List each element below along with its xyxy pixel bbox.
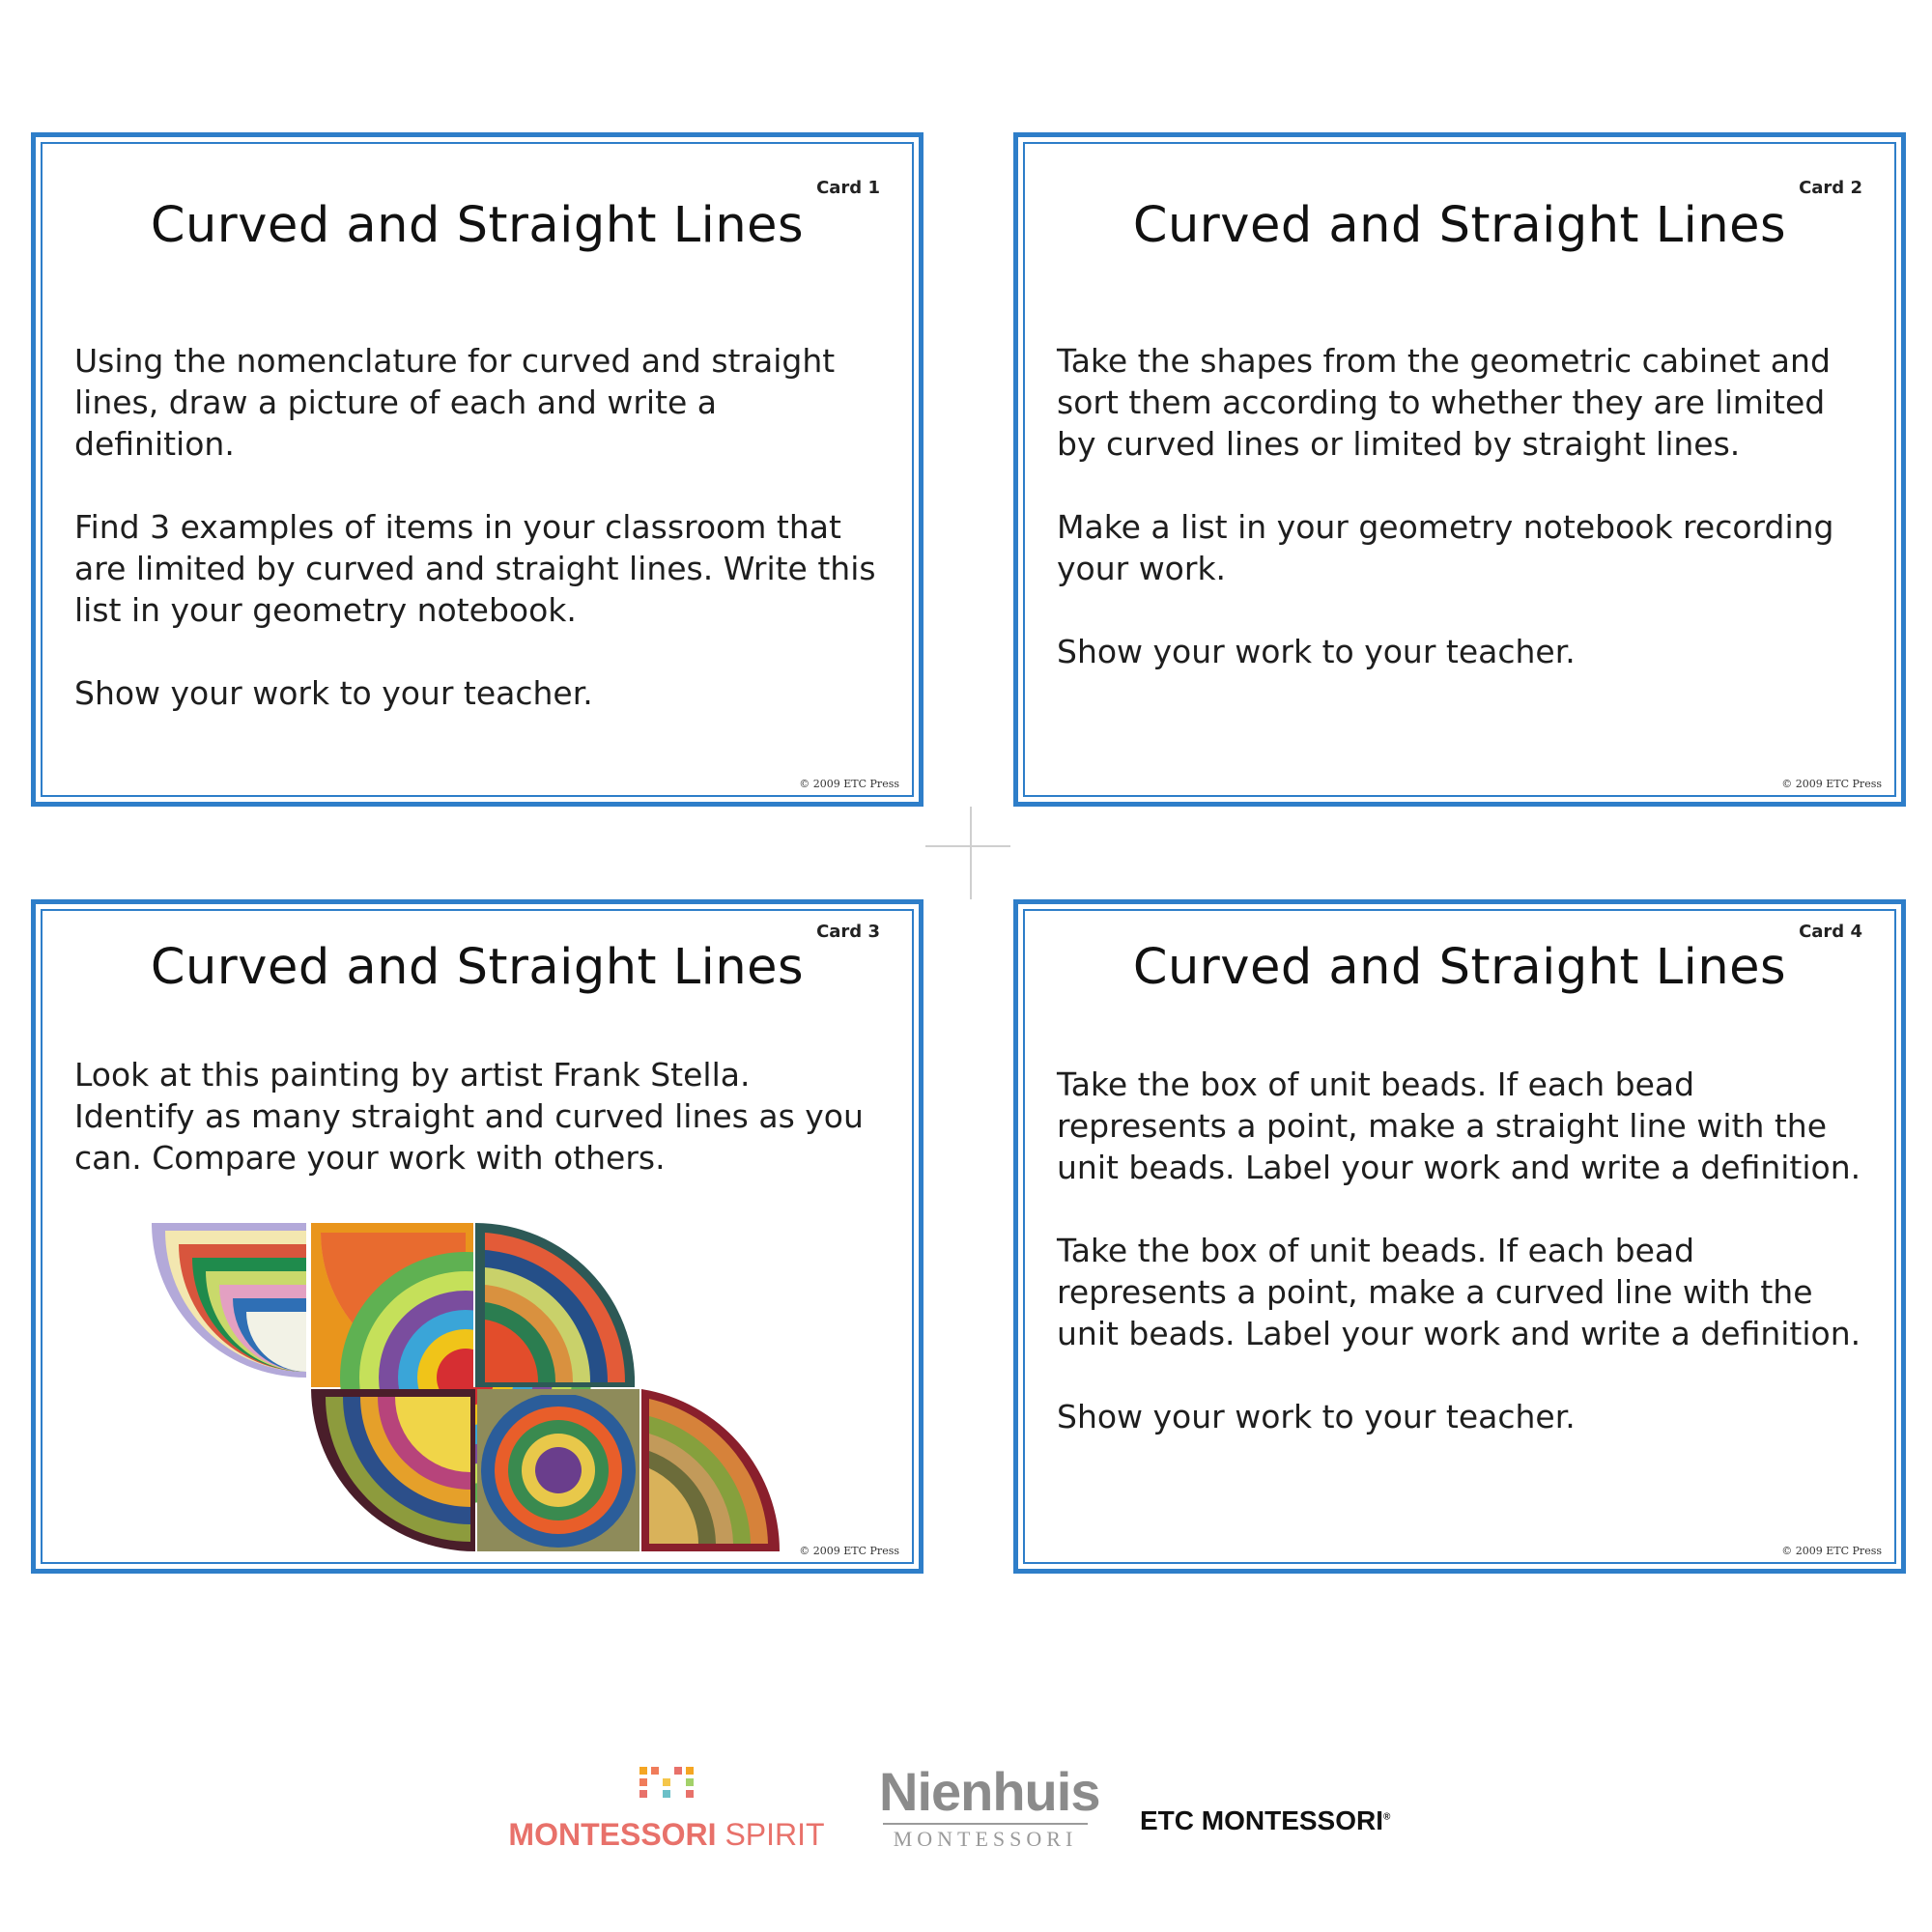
card-paragraph: Show your work to your teacher.	[74, 674, 593, 712]
card-number: Card 2	[1799, 178, 1862, 198]
activity-card-2	[1013, 132, 1906, 807]
etc-montessori-logo[interactable]: ETC MONTESSORI®	[1140, 1805, 1391, 1835]
card-body	[74, 1054, 880, 1179]
card-paragraph: Find 3 examples of items in your classroom that are limited by curved and straight lines. Write this list in your geometry notebook.	[74, 508, 876, 629]
card-paragraph: Take the box of unit beads. If each bead represents a point, make a curved line with the unit beads. Label your work and write a definition.	[1057, 1232, 1861, 1352]
crop-mark-vertical	[970, 807, 972, 899]
nienhuis-wordmark: Nienhuis	[879, 1761, 1100, 1822]
card-body	[1057, 340, 1862, 672]
card-number: Card 3	[816, 922, 880, 942]
activity-card-4	[1013, 899, 1906, 1574]
painting-quarter-4	[311, 1389, 475, 1551]
card-title: Curved and Straight Lines	[150, 197, 805, 254]
painting-quarter-3	[475, 1223, 635, 1387]
brand-logos	[0, 1763, 1932, 1869]
nienhuis-divider	[883, 1823, 1088, 1825]
activity-card-1	[31, 132, 923, 807]
card-paragraph: Show your work to your teacher.	[1057, 1398, 1576, 1435]
frank-stella-painting-image	[152, 1223, 780, 1551]
card-paragraph: Take the shapes from the geometric cabinet and sort them according to whether they are limited by curved lines or limited by straight lines.	[1057, 342, 1831, 463]
card-body	[1057, 1064, 1862, 1437]
painting-quarter-1	[152, 1223, 306, 1378]
crop-mark-horizontal	[925, 845, 1010, 847]
card-title: Curved and Straight Lines	[1132, 939, 1787, 996]
painting-quarter-5	[477, 1389, 639, 1551]
copyright-note: © 2009 ETC Press	[1781, 1545, 1882, 1557]
montessori-spirit-logo[interactable]	[502, 1763, 831, 1869]
card-paragraph: Using the nomenclature for curved and straight lines, draw a picture of each and write a definition.	[74, 342, 836, 463]
copyright-note: © 2009 ETC Press	[799, 778, 899, 790]
card-paragraph: Make a list in your geometry notebook recording your work.	[1057, 508, 1834, 587]
card-number: Card 4	[1799, 922, 1862, 942]
card-number: Card 1	[816, 178, 880, 198]
copyright-note: © 2009 ETC Press	[1781, 778, 1882, 790]
nienhuis-logo[interactable]	[879, 1761, 1100, 1869]
card-paragraph: Look at this painting by artist Frank Stella. Identify as many straight and curved lines as you can. Compare your work with others.	[74, 1056, 864, 1177]
activity-card-3	[31, 899, 923, 1574]
montessori-spirit-wordmark: MONTESSORI SPIRIT	[508, 1817, 825, 1852]
copyright-note: © 2009 ETC Press	[799, 1545, 899, 1557]
painting-quarter-6	[641, 1389, 780, 1551]
montessori-spirit-icon	[638, 1763, 696, 1802]
card-body	[74, 340, 880, 714]
card-title: Curved and Straight Lines	[1132, 197, 1787, 254]
card-paragraph: Show your work to your teacher.	[1057, 633, 1576, 670]
card-title: Curved and Straight Lines	[150, 939, 805, 996]
nienhuis-subtitle: MONTESSORI	[893, 1827, 1078, 1851]
card-paragraph: Take the box of unit beads. If each bead represents a point, make a straight line with the unit beads. Label your work and write a definition.	[1057, 1065, 1861, 1186]
